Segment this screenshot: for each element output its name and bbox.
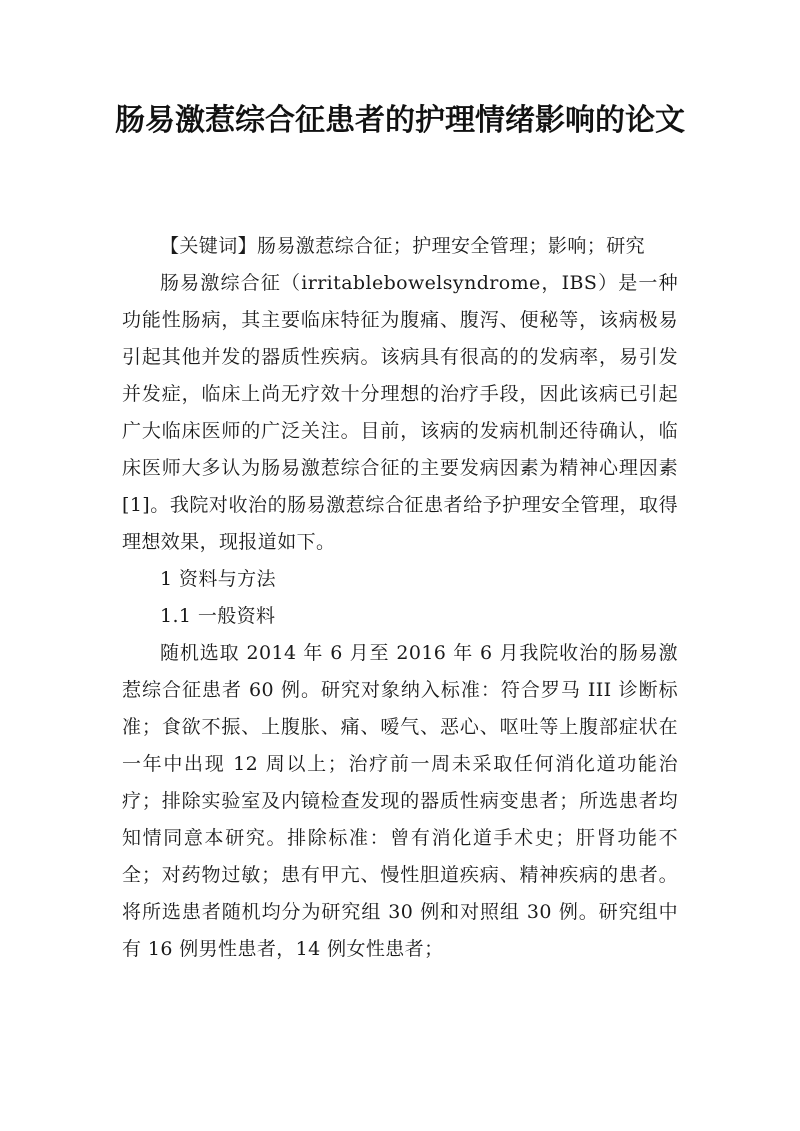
intro-paragraph: 肠易激综合征（irritablebowelsyndrome，IBS）是一种功能性肠病，其主要临床特征为腹痛、腹泻、便秘等，该病极易引起其他并发的器质性疾病。该病具有很高的的发病率，易引发并发症，临床上尚无疗效十分理想的治疗手段，因此该病已引起广大临床医师的广泛关注。目前，该病的发病机制还待确认，临床医师大多认为肠易激惹综合征的主要发病因素为精神心理因素[1]。我院对收治的肠易激惹综合征患者给予护理安全管理，取得理想效果，现报道如下。 (122, 272, 678, 553)
general-data-paragraph: 随机选取 2014 年 6 月至 2016 年 6 月我院收治的肠易激惹综合征患者 60 例。研究对象纳入标准：符合罗马 III 诊断标准；食欲不振、上腹胀、痛、嗳气、恶心、呕吐等上腹部症状在一年中出现 12 周以上；治疗前一周未采取任何消化道功能治疗；排除实验室及内镜检查发现的器质性病变患者；所选患者均知情同意本研究。排除标准：曾有消化道手术史；肝肾功能不全；对药物过敏；患有甲亢、慢性胆道疾病、精神疾病的患者。将所选患者随机均分为研究组 30 例和对照组 30 例。研究组中有 16 例男性患者，14 例女性患者； (122, 642, 678, 960)
document-body (122, 228, 678, 968)
section-heading: 1 资料与方法 (160, 568, 276, 590)
keywords-paragraph: 【关键词】肠易激惹综合征；护理安全管理；影响；研究 (160, 235, 646, 257)
document-title: 肠易激惹综合征患者的护理情绪影响的论文 (115, 103, 685, 138)
subsection-heading: 1.1 一般资料 (160, 605, 276, 627)
